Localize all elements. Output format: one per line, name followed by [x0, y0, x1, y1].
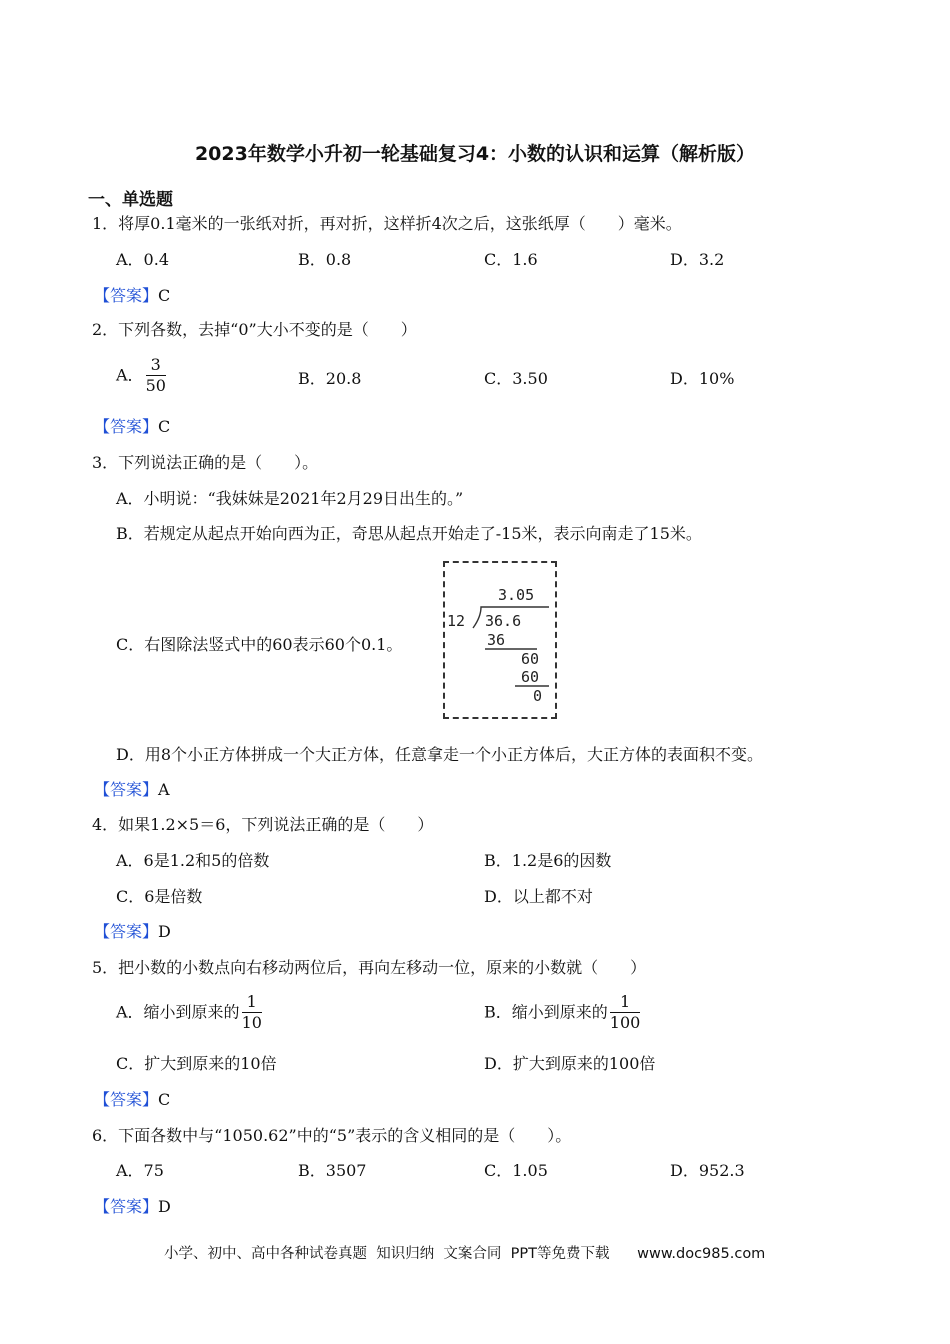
q1-option-a: A．0.4	[116, 250, 170, 269]
q5-option-c: C．扩大到原来的10倍	[116, 1054, 277, 1073]
question-5-text: 5．把小数的小数点向右移动两位后，再向左移动一位，原来的小数就（ ）	[92, 958, 647, 977]
fraction: $\frac{1}{10}$	[241, 992, 262, 1032]
page-footer: 小学、初中、高中各种试卷真题 知识归纳 文案合同 PPT等免费下载 www.doc985.com	[164, 1246, 766, 1262]
step1-text: 36	[487, 631, 506, 649]
q3-option-b: B．若规定从起点开始向西为正，奇思从起点开始走了-15米，表示向南走了15米。	[116, 524, 702, 543]
q4-option-b: B．1.2是6的因数	[484, 851, 612, 870]
q2-option-b: B．20.8	[298, 369, 362, 388]
q3-option-d: D．用8个小正方体拼成一个大正方体，任意拿走一个小正方体后，大正方体的表面积不变。	[116, 745, 764, 764]
q1-option-c: C．1.6	[484, 250, 538, 269]
page-title: 2023年数学小升初一轮基础复习4：小数的认识和运算（解析版）	[194, 143, 756, 165]
fraction: $\frac{3}{50}$	[145, 355, 166, 395]
question-6-text: 6．下面各数中与“1050.62”中的“5”表示的含义相同的是（ ）。	[92, 1126, 572, 1145]
step2-text: 60	[521, 650, 540, 668]
q1-answer	[94, 286, 170, 306]
q3-option-a: A．小明说：“我妹妹是2021年2月29日出生的。”	[116, 489, 464, 508]
q1-option-d: D．3.2	[670, 250, 725, 269]
fraction: $\frac{1}{100}$	[609, 992, 641, 1032]
q2-option-d: D．10%	[670, 369, 735, 388]
q6-option-b: B．3507	[298, 1161, 367, 1180]
answer-label: 【答案】	[94, 286, 159, 305]
q2-answer: 【答案】C	[94, 417, 171, 436]
dividend-text: 36.6	[485, 612, 522, 630]
q6-option-c: C．1.05	[484, 1161, 548, 1180]
step3-text: 60	[521, 668, 540, 686]
question-4-text: 4．如果1.2×5＝6，下列说法正确的是（ ）	[92, 815, 434, 834]
question-3-text: 3．下列说法正确的是（ ）。	[92, 453, 319, 472]
divisor-text: 12	[447, 612, 466, 630]
q2-option-a: A． $\frac{3}{50}$	[116, 355, 166, 395]
q4-answer: 【答案】D	[94, 922, 171, 941]
q5-answer: 【答案】C	[94, 1090, 171, 1109]
remainder-text: 0	[533, 687, 543, 705]
q5-option-b: B．缩小到原来的 $\frac{1}{100}$	[484, 992, 641, 1032]
section-heading: 一、单选题	[88, 190, 173, 210]
q5-option-a: A．缩小到原来的 $\frac{1}{10}$	[116, 992, 262, 1032]
q6-option-a: A．75	[116, 1161, 164, 1180]
question-2-text: 2．下列各数，去掉“0”大小不变的是（ ）	[92, 320, 417, 339]
long-division-figure	[443, 561, 557, 719]
q2-option-c: C．3.50	[484, 369, 548, 388]
q6-option-d: D．952.3	[670, 1161, 745, 1180]
q4-option-c: C．6是倍数	[116, 887, 203, 906]
answer-value: C	[158, 286, 171, 305]
question-1-text: 1．将厚0.1毫米的一张纸对折，再对折，这样折4次之后，这张纸厚（ ）毫米。	[92, 214, 682, 233]
q4-option-a: A．6是1.2和5的倍数	[116, 851, 270, 870]
q6-answer: 【答案】D	[94, 1197, 171, 1216]
q4-option-d: D．以上都不对	[484, 887, 593, 906]
q3-option-c: C．右图除法竖式中的60表示60个0.1。	[116, 635, 403, 654]
quotient-text: 3.05	[498, 586, 535, 604]
q3-answer: 【答案】A	[94, 780, 170, 799]
q5-option-d: D．扩大到原来的100倍	[484, 1054, 656, 1073]
q1-option-b: B．0.8	[298, 250, 352, 269]
